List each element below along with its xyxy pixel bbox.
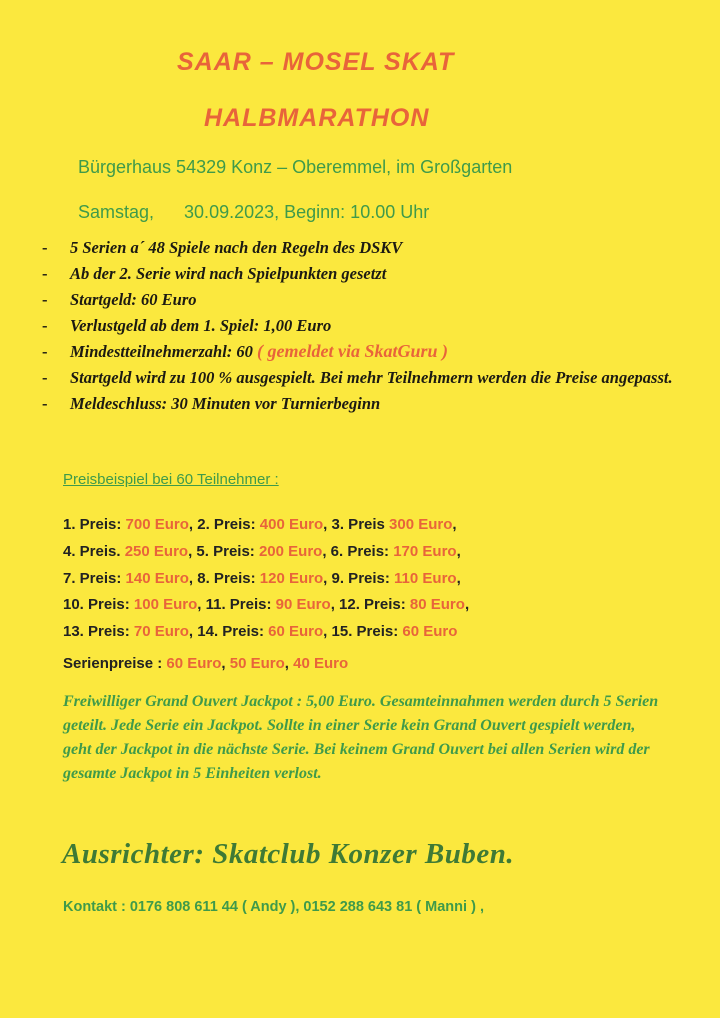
prize-amount: 70 Euro bbox=[133, 623, 189, 641]
prize-amount: 120 Euro bbox=[259, 569, 324, 587]
series-prizes: Serienpreise : 60 Euro, 50 Euro, 40 Euro bbox=[63, 655, 349, 672]
rule-bullet: - bbox=[42, 394, 48, 413]
rule-item bbox=[42, 262, 682, 285]
prize-label: , 8. Preis: bbox=[188, 569, 260, 587]
prize-line bbox=[63, 592, 469, 619]
rule-bullet: - bbox=[42, 290, 48, 309]
rule-text: Meldeschluss: 30 Minuten vor Turnierbeginn bbox=[70, 394, 381, 413]
prize-label: , 12. Preis: bbox=[330, 596, 410, 614]
rule-bullet: - bbox=[42, 238, 48, 257]
rule-text: Mindestteilnehmerzahl: 60 bbox=[70, 342, 258, 361]
prize-amount: 100 Euro bbox=[133, 596, 198, 614]
prize-label: , 15. Preis: bbox=[323, 623, 403, 641]
date-line: Samstag, 30.09.2023, Beginn: 10.00 Uhr bbox=[78, 202, 430, 222]
prize-line bbox=[63, 539, 469, 566]
rule-highlight: ( gemeldet via SkatGuru ) bbox=[257, 341, 449, 361]
title-line-1: SAAR – MOSEL SKAT bbox=[177, 48, 455, 76]
prize-label: 10. Preis: bbox=[63, 596, 134, 614]
prize-label: , bbox=[456, 569, 461, 587]
prize-amount: 400 Euro bbox=[259, 516, 324, 533]
prize-label: , 5. Preis: bbox=[188, 542, 259, 560]
prize-label: , bbox=[456, 542, 461, 560]
prize-label: , 11. Preis: bbox=[197, 596, 276, 614]
rule-bullet: - bbox=[42, 368, 48, 387]
prize-label: , 14. Preis: bbox=[188, 623, 269, 641]
rule-text: Verlustgeld ab dem 1. Spiel: 1,00 Euro bbox=[70, 316, 332, 335]
rule-text: Startgeld: 60 Euro bbox=[70, 290, 197, 309]
rule-bullet: - bbox=[42, 316, 48, 335]
rule-text: 5 Serien a´ 48 Spiele nach den Regeln des DSKV bbox=[70, 238, 403, 257]
jackpot-text: Freiwilliger Grand Ouvert Jackpot : 5,00 Euro. Gesamteinnahmen werden durch 5 Serien geteilt. Jede Serie ein Jackpot. Sollte in einer Serie kein Grand Ouvert gespielt werden, geht der Jackpot in die nächste Serie. Bei keinem Grand Ouvert bei allen Serien wird der gesamte Jackpot in 5 Einheiten verlost. bbox=[63, 693, 659, 782]
rule-item bbox=[42, 236, 682, 259]
rule-text: Startgeld wird zu 100 % ausgespielt. Bei mehr Teilnehmern werden die Preise angepasst. bbox=[70, 368, 673, 387]
prize-amount: 140 Euro bbox=[125, 569, 189, 587]
prize-label: , 3. Preis bbox=[323, 516, 390, 533]
prize-label: 4. Preis. bbox=[63, 542, 125, 560]
prize-amount: 170 Euro bbox=[393, 542, 457, 560]
prize-example-heading: Preisbeispiel bei 60 Teilnehmer : bbox=[63, 471, 279, 488]
prize-amount: 250 Euro bbox=[124, 542, 189, 560]
rules-list bbox=[42, 236, 682, 418]
prize-label: 7. Preis: bbox=[63, 569, 126, 587]
prize-amount: 300 Euro bbox=[389, 516, 453, 533]
title-line-2: HALBMARATHON bbox=[204, 104, 430, 132]
organizer-text: Ausrichter: Skatclub Konzer Buben. bbox=[62, 838, 515, 870]
prize-label: , bbox=[464, 596, 470, 614]
rule-item bbox=[42, 340, 682, 363]
rule-bullet: - bbox=[42, 342, 48, 361]
rule-item bbox=[42, 392, 682, 415]
rule-text: Ab der 2. Serie wird nach Spielpunkten gesetzt bbox=[70, 264, 387, 283]
prize-label: 13. Preis: bbox=[63, 623, 134, 641]
prize-amount: 90 Euro bbox=[275, 596, 331, 614]
series-prizes-label: Serienpreise : bbox=[63, 655, 167, 672]
prize-label: , 6. Preis: bbox=[322, 542, 394, 560]
prize-amount: 80 Euro bbox=[409, 596, 465, 614]
rule-item bbox=[42, 288, 682, 311]
prize-label: , bbox=[452, 516, 457, 533]
series-prize-amount: 40 Euro bbox=[293, 655, 349, 672]
prize-label: , 9. Preis: bbox=[323, 569, 395, 587]
rule-bullet: - bbox=[42, 264, 48, 283]
prize-line bbox=[63, 619, 469, 646]
prize-amount: 60 Euro bbox=[268, 623, 324, 641]
rule-item bbox=[42, 314, 682, 337]
prize-amount: 110 Euro bbox=[394, 569, 457, 587]
prize-label: , 2. Preis: bbox=[188, 516, 260, 533]
prize-line bbox=[63, 512, 469, 539]
venue-text: Bürgerhaus 54329 Konz – Oberemmel, im Großgarten bbox=[78, 157, 513, 177]
series-prize-amount: 50 Euro bbox=[229, 655, 285, 672]
contact-text: Kontakt : 0176 808 611 44 ( Andy ), 0152 288 643 81 ( Manni ) , bbox=[63, 899, 484, 915]
prize-line bbox=[63, 566, 469, 593]
rule-item bbox=[42, 366, 682, 389]
prize-amount: 60 Euro bbox=[402, 623, 458, 641]
prize-label: 1. Preis: bbox=[63, 516, 126, 533]
series-prize-amount: 60 Euro bbox=[166, 655, 222, 672]
prize-amount: 700 Euro bbox=[125, 516, 189, 533]
prize-amount: 200 Euro bbox=[258, 542, 323, 560]
prize-list bbox=[63, 512, 469, 646]
